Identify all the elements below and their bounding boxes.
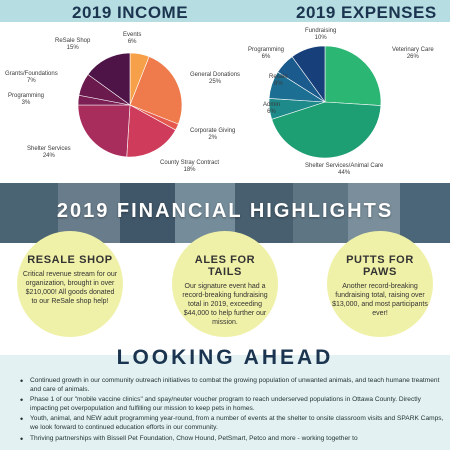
income-label-corporate-giving: Corporate Giving 2% xyxy=(190,128,236,141)
income-label-grants: Grants/Foundations 7% xyxy=(5,71,58,84)
charts-section xyxy=(0,0,450,183)
expenses-label-resale: Resale 8% xyxy=(269,74,288,87)
expenses-slice-veterinary-care xyxy=(325,46,381,106)
income-title: 2019 INCOME xyxy=(72,3,189,22)
highlight-title: ALES FOR TAILS xyxy=(194,254,256,278)
expenses-label-veterinary-care: Veterinary Care 26% xyxy=(392,47,434,60)
financial-highlights-banner: 2019 FINANCIAL HIGHLIGHTS xyxy=(56,200,394,222)
highlight-title: PUTTS FOR PAWS xyxy=(346,254,414,278)
income-pie-chart xyxy=(75,50,185,160)
list-item: • Phase 1 of our "mobile vaccine clinics" and spay/neuter voucher program to reach underserved populations in Ottawa County. Directly impacting pet overpopulation and fulfilling our mission to keep pets in homes. xyxy=(30,396,448,413)
highlight-ales xyxy=(177,254,273,327)
expenses-label-fundraising: Fundraising 10% xyxy=(305,28,337,41)
highlight-body: Critical revenue stream for our organization, brought in over $210,000! All goods donated to our ReSale shop help! xyxy=(22,271,118,305)
highlight-body: Our signature event had a record-breaking fundraising total in 2019, exceeding $44,000 to help further our mission. xyxy=(182,283,268,326)
income-label-resale-shop: ReSale Shop 15% xyxy=(55,38,91,51)
highlight-title: RESALE SHOP xyxy=(27,254,113,266)
highlight-body: Another record-breaking fundraising total, raising over $13,000, and most participants ever! xyxy=(332,283,428,317)
list-item: • Thriving partnerships with Bissell Pet Foundation, Chow Hound, PetSmart, Petco and more - working together to xyxy=(30,435,448,444)
income-label-general-donations: General Donations 25% xyxy=(190,72,241,85)
income-label-shelter-services: Shelter Services 24% xyxy=(27,146,71,159)
income-slice-shelter-services xyxy=(78,105,130,157)
income-label-programming: Programming 3% xyxy=(8,93,45,106)
looking-ahead-list xyxy=(20,377,448,445)
expenses-label-admin: Admin 6% xyxy=(263,102,281,115)
income-label-events: Events 6% xyxy=(123,32,142,45)
list-item: • Continued growth in our community outreach initiatives to combat the growing population of unwanted animals, and teach humane treatment and care of animals. xyxy=(30,377,448,394)
expenses-label-shelter-services: Shelter Services/Animal Care 44% xyxy=(305,163,384,176)
expenses-title: 2019 EXPENSES xyxy=(296,3,437,22)
looking-ahead-title: LOOKING AHEAD xyxy=(116,346,334,369)
highlight-putts xyxy=(332,254,428,318)
income-label-county-stray-contract: County Stray Contract 18% xyxy=(160,160,220,173)
highlight-resale xyxy=(22,254,118,306)
expenses-label-programming: Programming 6% xyxy=(248,47,285,60)
list-item: • Youth, animal, and NEW adult programming year-round, from a number of events at the shelter to onsite classroom visits and SPARK Camps, we look forward to continued education efforts in our community. xyxy=(30,415,448,432)
